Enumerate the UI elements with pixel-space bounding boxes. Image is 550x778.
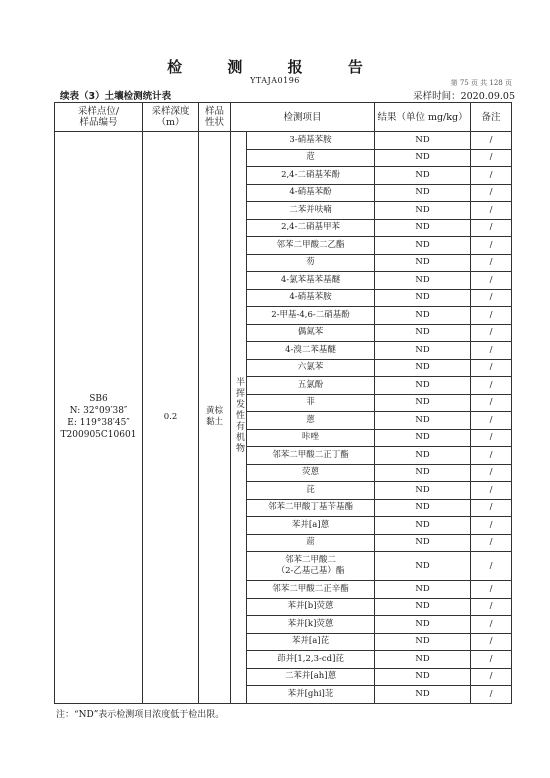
report-title: 检 测 报 告 bbox=[167, 58, 383, 76]
sample-info-cell bbox=[55, 132, 143, 704]
header-sample-point-line1: 采样点位/ bbox=[77, 106, 120, 117]
test-remark: / bbox=[471, 202, 512, 220]
test-result: ND bbox=[375, 307, 471, 325]
compound-category-label: 半挥发性有机物 bbox=[234, 376, 244, 454]
test-remark: / bbox=[471, 651, 512, 669]
test-remark: / bbox=[471, 237, 512, 255]
test-remark: / bbox=[471, 517, 512, 535]
test-item-line1: 邻苯二甲酸二 bbox=[285, 555, 337, 565]
test-remark: / bbox=[471, 167, 512, 185]
test-item: 3-硝基苯胺 bbox=[247, 132, 375, 150]
report-code: YTAJA0196 bbox=[250, 76, 300, 85]
test-item bbox=[247, 552, 375, 581]
test-item: 4-氯苯基苯基醚 bbox=[247, 272, 375, 290]
sample-code: T200905C10601 bbox=[60, 430, 137, 441]
test-result: ND bbox=[375, 272, 471, 290]
test-item: 蒽 bbox=[247, 412, 375, 430]
test-item: 2-甲基-4,6-二硝基酚 bbox=[247, 307, 375, 325]
test-remark: / bbox=[471, 499, 512, 517]
test-result: ND bbox=[375, 598, 471, 616]
sample-nature-line1: 黄棕 bbox=[205, 406, 223, 417]
header-sample-point-line2: 样品编号 bbox=[79, 117, 118, 128]
test-result: ND bbox=[375, 581, 471, 599]
test-remark: / bbox=[471, 581, 512, 599]
sample-latitude: N: 32°09′38″ bbox=[69, 406, 128, 417]
test-item: 偶氮苯 bbox=[247, 324, 375, 342]
test-remark: / bbox=[471, 289, 512, 307]
test-result: ND bbox=[375, 651, 471, 669]
table-header-row bbox=[55, 103, 512, 132]
test-remark: / bbox=[471, 598, 512, 616]
sample-id: SB6 bbox=[89, 394, 108, 405]
test-item: 六氯苯 bbox=[247, 359, 375, 377]
test-item-line2: （2-乙基己基）酯 bbox=[276, 566, 345, 576]
test-item: 荧蒽 bbox=[247, 464, 375, 482]
header-nature-line1: 样品 bbox=[204, 106, 224, 117]
test-result: ND bbox=[375, 342, 471, 360]
header-depth-line2: （m） bbox=[156, 117, 185, 128]
test-remark: / bbox=[471, 219, 512, 237]
test-result: ND bbox=[375, 482, 471, 500]
test-result: ND bbox=[375, 552, 471, 581]
test-result: ND bbox=[375, 377, 471, 395]
test-result: ND bbox=[375, 132, 471, 150]
test-item: 苊 bbox=[247, 149, 375, 167]
test-remark: / bbox=[471, 272, 512, 290]
test-remark: / bbox=[471, 633, 512, 651]
test-remark: / bbox=[471, 447, 512, 465]
test-result: ND bbox=[375, 534, 471, 552]
test-result: ND bbox=[375, 254, 471, 272]
header-result: 结果（单位 mg/kg） bbox=[375, 103, 471, 132]
test-result: ND bbox=[375, 412, 471, 430]
test-item: 菲 bbox=[247, 394, 375, 412]
sample-longitude: E: 119°38′45″ bbox=[67, 418, 130, 429]
test-remark: / bbox=[471, 534, 512, 552]
test-result: ND bbox=[375, 464, 471, 482]
test-result: ND bbox=[375, 447, 471, 465]
test-item: 邻苯二甲酸丁基苄基酯 bbox=[247, 499, 375, 517]
compound-category bbox=[231, 132, 247, 704]
test-remark: / bbox=[471, 552, 512, 581]
sample-time: 采样时间：2020.09.05 bbox=[413, 91, 515, 102]
test-result: ND bbox=[375, 686, 471, 704]
sample-depth: 0.2 bbox=[143, 132, 199, 704]
header-nature-line2: 性状 bbox=[204, 117, 224, 128]
test-item: 苯并[a]蒽 bbox=[247, 517, 375, 535]
page-number: 第 75 页 共 128 页 bbox=[450, 79, 512, 87]
test-result: ND bbox=[375, 149, 471, 167]
header-depth bbox=[143, 103, 199, 132]
test-item: 苯并[k]荧蒽 bbox=[247, 616, 375, 634]
test-item: 芘 bbox=[247, 482, 375, 500]
test-remark: / bbox=[471, 412, 512, 430]
test-item: 邻苯二甲酸二乙酯 bbox=[247, 237, 375, 255]
test-item: 二苯并呋喃 bbox=[247, 202, 375, 220]
sample-nature-line2: 黏土 bbox=[205, 417, 223, 428]
test-remark: / bbox=[471, 464, 512, 482]
test-result: ND bbox=[375, 394, 471, 412]
test-item: 五氯酚 bbox=[247, 377, 375, 395]
test-result: ND bbox=[375, 429, 471, 447]
test-result: ND bbox=[375, 324, 471, 342]
test-result: ND bbox=[375, 219, 471, 237]
test-remark: / bbox=[471, 342, 512, 360]
test-remark: / bbox=[471, 254, 512, 272]
test-result: ND bbox=[375, 202, 471, 220]
test-item: 2,4-二硝基苯酚 bbox=[247, 167, 375, 185]
test-item: 二苯并[ah]蒽 bbox=[247, 668, 375, 686]
test-result: ND bbox=[375, 616, 471, 634]
test-remark: / bbox=[471, 324, 512, 342]
test-item: 䓛 bbox=[247, 534, 375, 552]
test-remark: / bbox=[471, 132, 512, 150]
test-result: ND bbox=[375, 517, 471, 535]
soil-test-table bbox=[54, 102, 512, 704]
test-item: 邻苯二甲酸二正辛酯 bbox=[247, 581, 375, 599]
test-item: 苯并[a]芘 bbox=[247, 633, 375, 651]
test-item: 4-硝基苯胺 bbox=[247, 289, 375, 307]
header-nature bbox=[199, 103, 231, 132]
test-remark: / bbox=[471, 686, 512, 704]
header-remark: 备注 bbox=[471, 103, 512, 132]
test-remark: / bbox=[471, 307, 512, 325]
test-remark: / bbox=[471, 377, 512, 395]
sample-nature bbox=[199, 132, 231, 704]
table-title: 续表（3）土壤检测统计表 bbox=[60, 91, 172, 102]
header-item: 检测项目 bbox=[231, 103, 375, 132]
test-result: ND bbox=[375, 633, 471, 651]
test-remark: / bbox=[471, 149, 512, 167]
test-remark: / bbox=[471, 482, 512, 500]
test-result: ND bbox=[375, 184, 471, 202]
test-item: 苯并[ghi]苝 bbox=[247, 686, 375, 704]
test-result: ND bbox=[375, 359, 471, 377]
test-item: 邻苯二甲酸二正丁酯 bbox=[247, 447, 375, 465]
test-result: ND bbox=[375, 237, 471, 255]
test-remark: / bbox=[471, 668, 512, 686]
test-item: 咔唑 bbox=[247, 429, 375, 447]
test-remark: / bbox=[471, 616, 512, 634]
test-remark: / bbox=[471, 429, 512, 447]
test-item: 4-硝基苯酚 bbox=[247, 184, 375, 202]
test-remark: / bbox=[471, 394, 512, 412]
test-item: 4-溴二苯基醚 bbox=[247, 342, 375, 360]
test-result: ND bbox=[375, 167, 471, 185]
table-row bbox=[55, 132, 512, 150]
test-item: 苯并[b]荧蒽 bbox=[247, 598, 375, 616]
test-result: ND bbox=[375, 499, 471, 517]
test-item: 芴 bbox=[247, 254, 375, 272]
test-result: ND bbox=[375, 289, 471, 307]
test-item: 茚并[1,2,3-cd]芘 bbox=[247, 651, 375, 669]
test-remark: / bbox=[471, 359, 512, 377]
header-sample-point bbox=[55, 103, 143, 132]
test-result: ND bbox=[375, 668, 471, 686]
test-item: 2,4-二硝基甲苯 bbox=[247, 219, 375, 237]
footnote: 注：“ND”表示检测项目浓度低于检出限。 bbox=[56, 710, 225, 720]
header-depth-line1: 采样深度 bbox=[151, 106, 190, 117]
test-remark: / bbox=[471, 184, 512, 202]
